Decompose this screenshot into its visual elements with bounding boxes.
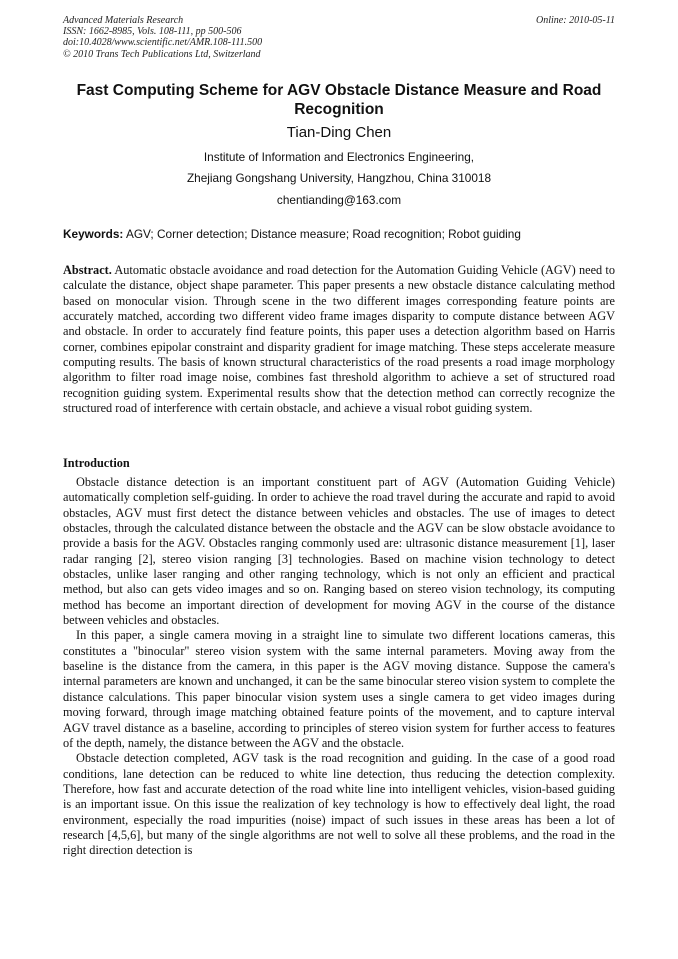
abstract-text: Automatic obstacle avoidance and road detection for the Automation Guiding Vehicle (AGV) need to calculate the distance, object shape parameter. This paper presents a new obstacle distance calculating method based on monocular vision. Through scene in the two different images corresponding feature points are accurately matched, according two different video frame images disparity to compute distance between AGV and obstacle. In order to accurately find feature points, this paper uses a detection algorithm based on Harris corner, combines epipolar constraint and disparity gradient for image matching. These steps accelerate measure computing results. The basis of known structural characteristics of the road presents a road image morphology algorithm to filter road image noise, combines fast threshold algorithm to achieve a set of structured road recognition guiding system. Experimental results show that the detection method can correctly recognize the structured road of interference with certain obstacle, and achieve a visual robot guiding system.	[63, 263, 615, 416]
intro-paragraph-3: Obstacle detection completed, AGV task is the road recognition and guiding. In the case of a good road conditions, lane detection can be reduced to white line detection, thus reducing the detection complexity. Therefore, how fast and accurate detection of the road white line into intelligent vehicles, vision-based guiding is an important issue. On this issue the realization of key technology is how to effectively deal light, the road environment, especially the road impurities (noise) impact of such issues in these areas has been a lot of research [4,5,6], but many of the single algorithms are not well to solve all these problems, and the road in the right direction detection is	[63, 751, 615, 858]
paper-title-line-2: Recognition	[294, 101, 384, 118]
paper-title	[63, 81, 615, 119]
intro-paragraph-1: Obstacle distance detection is an important constituent part of AGV (Automation Guiding Vehicle) automatically completion self-guiding. In order to achieve the road travel during the accurate and rapid to avoid obstacles, AGV must first detect the distance between vehicles and obstacles. The use of images to detect obstacles, through the calculated distance between the obstacle and the AGV can be slow obstacle avoidance to provide a basis for the AGV. Obstacles ranging commonly used are: ultrasonic distance measurement [1], laser radar ranging [2], stereo vision ranging [3] technologies. Based on machine vision technology to detect obstacles, unlike laser ranging and other ranging technology, which is not only an efficient and practical method, but also can gets video images and so on. Ranging based on stereo vision technology, its computing method has become an important direction of development for moving AGV in the course of the distance between vehicles and obstacles.	[63, 475, 615, 628]
affiliation-line-2: Zhejiang Gongshang University, Hangzhou, China 310018	[186, 171, 492, 185]
paper-title-line-1: Fast Computing Scheme for AGV Obstacle Distance Measure and Road	[76, 82, 602, 99]
journal-header	[63, 15, 615, 60]
section-heading-introduction: Introduction	[63, 456, 130, 470]
intro-paragraph-2: In this paper, a single camera moving in a straight line to simulate two different locations cameras, this constitutes a "binocular" stereo vision system with the same internal parameters. Moving away from the baseline is the distance from the camera, in this paper is the AGV moving distance. Suppose the camera's internal parameters are known and unchanged, it can be the same binocular stereo vision system to complete the distance calculations. This paper binocular vision system uses a single camera to get video images during moving forward, through image matching obtained feature points of the movement, and to capture interval AGV travel distance as a baseline, according to principles of stereo vision system for further access to features of the depth, namely, the distance between the AGV and the obstacle.	[63, 628, 615, 750]
keywords	[63, 227, 615, 241]
issn-line: ISSN: 1662-8985, Vols. 108-111, pp 500-506	[63, 26, 242, 38]
abstract-label: Abstract.	[63, 263, 112, 277]
author-name: Tian-Ding Chen	[286, 124, 392, 141]
keywords-label: Keywords:	[63, 227, 124, 241]
doi-line: doi:10.4028/www.scientific.net/AMR.108-111.500	[63, 37, 263, 49]
journal-name: Advanced Materials Research	[63, 15, 184, 26]
online-date: Online: 2010-05-11	[536, 15, 615, 26]
copyright-line: © 2010 Trans Tech Publications Ltd, Switzerland	[63, 48, 261, 60]
author-email: chentianding@163.com	[276, 193, 402, 207]
introduction-body	[63, 475, 615, 953]
abstract	[63, 263, 615, 416]
affiliation-line-1: Institute of Information and Electronics Engineering,	[203, 150, 475, 164]
keywords-text: AGV; Corner detection; Distance measure; Road recognition; Robot guiding	[125, 227, 521, 241]
